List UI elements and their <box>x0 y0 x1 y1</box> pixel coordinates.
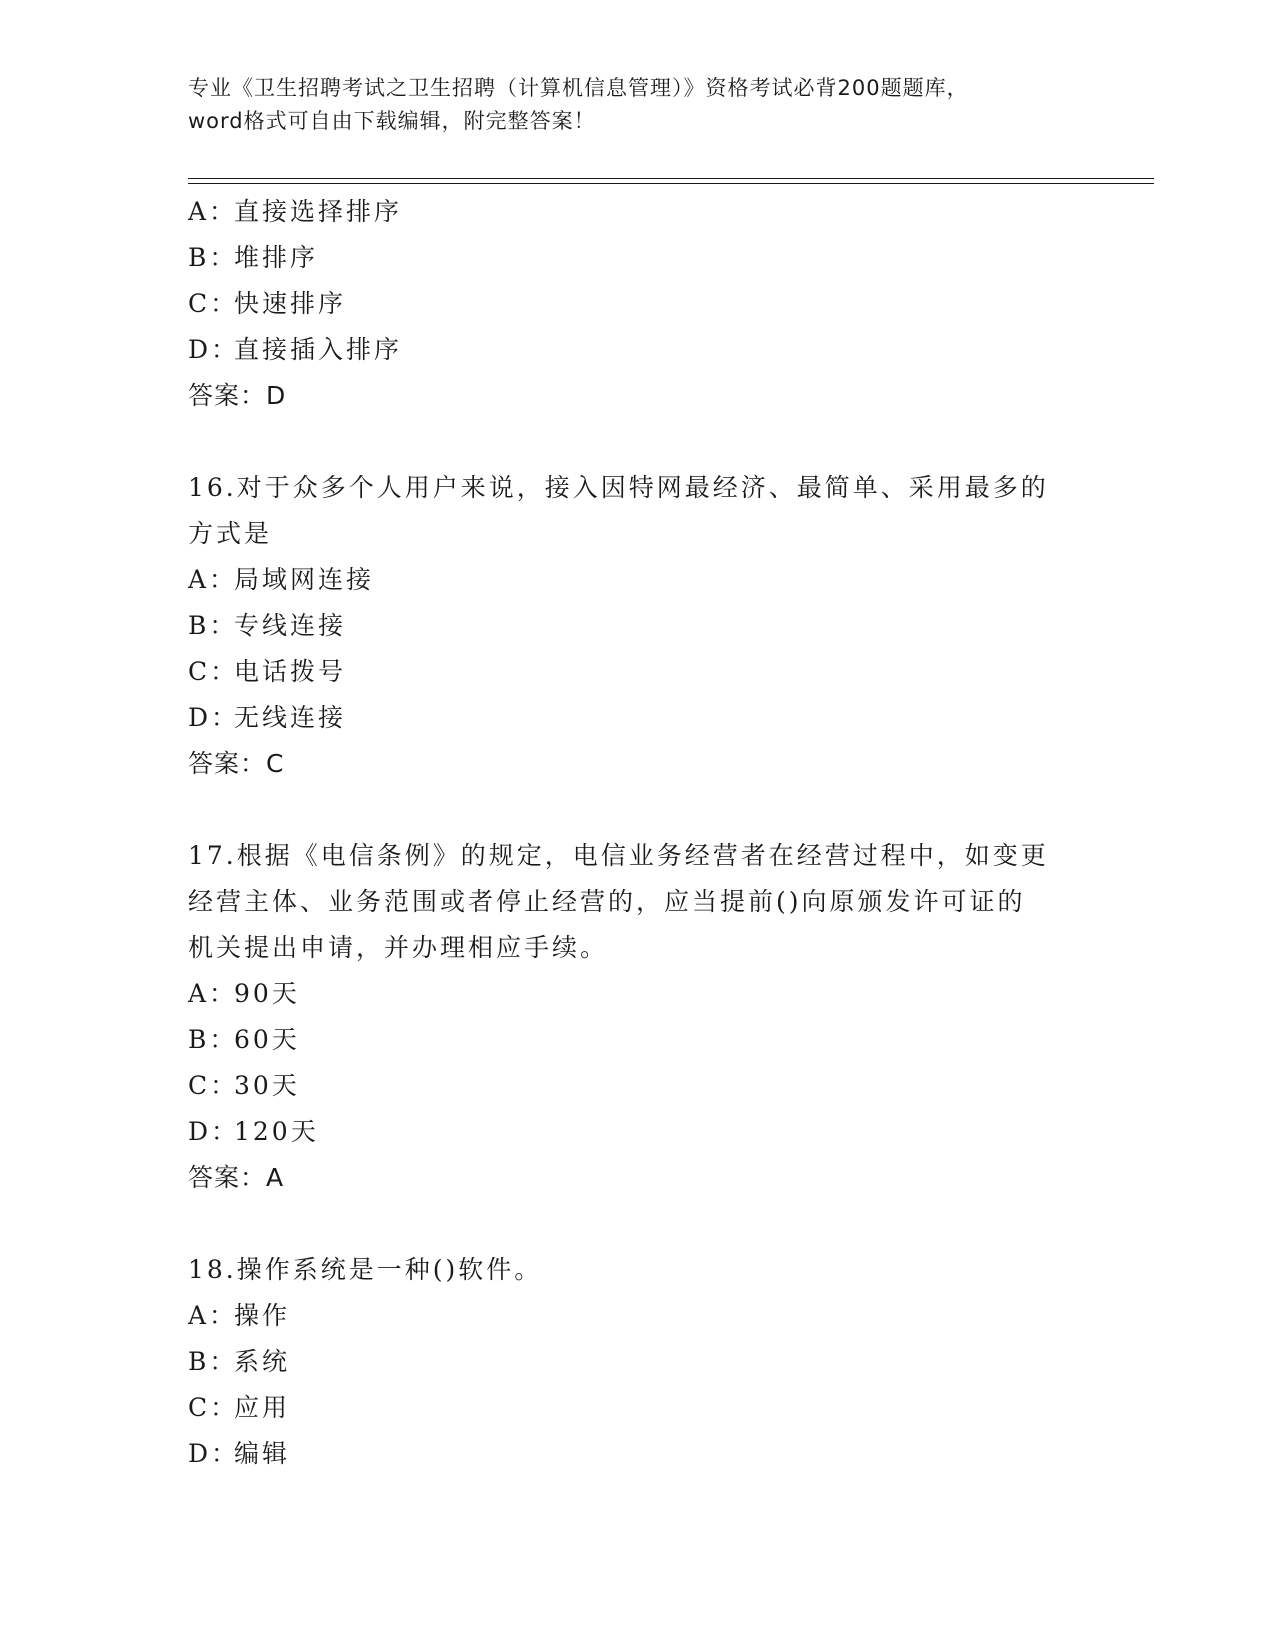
spacer <box>188 787 1088 833</box>
option-d: D：120天 <box>188 1117 319 1146</box>
header-divider-top <box>188 178 1154 179</box>
question-18 <box>188 1247 1088 1477</box>
spacer <box>188 1201 1088 1247</box>
header-line-2: word格式可自由下载编辑，附完整答案！ <box>188 109 596 133</box>
option-d: D：编辑 <box>188 1439 291 1468</box>
option-c: C：30天 <box>188 1071 300 1100</box>
option-d: D：无线连接 <box>188 703 347 732</box>
question-stem-continued: 机关提出申请，并办理相应手续。 <box>188 933 609 962</box>
question-stem: 16.对于众多个人用户来说，接入因特网最经济、最简单、采用最多的 <box>188 473 1049 502</box>
option-b: B：堆排序 <box>188 243 319 272</box>
question-16 <box>188 465 1088 787</box>
option-b: B：系统 <box>188 1347 291 1376</box>
option-b: B：60天 <box>188 1025 300 1054</box>
header-divider-bottom <box>188 183 1154 184</box>
question-stem: 18.操作系统是一种()软件。 <box>188 1255 543 1284</box>
option-b: B：专线连接 <box>188 611 347 640</box>
answer: 答案：A <box>188 1163 285 1192</box>
question-15 <box>188 189 1088 419</box>
question-stem-continued: 方式是 <box>188 519 273 548</box>
option-c: C：快速排序 <box>188 289 347 318</box>
option-c: C：应用 <box>188 1393 291 1422</box>
option-a: A：直接选择排序 <box>188 197 403 226</box>
option-a: A：局域网连接 <box>188 565 375 594</box>
option-d: D：直接插入排序 <box>188 335 403 364</box>
header-line-1: 专业《卫生招聘考试之卫生招聘（计算机信息管理）》资格考试必背200题题库， <box>188 76 969 100</box>
option-c: C：电话拨号 <box>188 657 347 686</box>
question-stem: 17.根据《电信条例》的规定，电信业务经营者在经营过程中，如变更 <box>188 841 1049 870</box>
option-a: A：操作 <box>188 1301 291 1330</box>
spacer <box>188 419 1088 465</box>
answer: 答案：C <box>188 749 285 778</box>
document-header <box>188 72 1088 138</box>
answer: 答案：D <box>188 381 287 410</box>
question-list <box>188 189 1088 1477</box>
option-a: A：90天 <box>188 979 300 1008</box>
question-17 <box>188 833 1088 1201</box>
question-stem-continued: 经营主体、业务范围或者停止经营的，应当提前()向原颁发许可证的 <box>188 887 1026 916</box>
